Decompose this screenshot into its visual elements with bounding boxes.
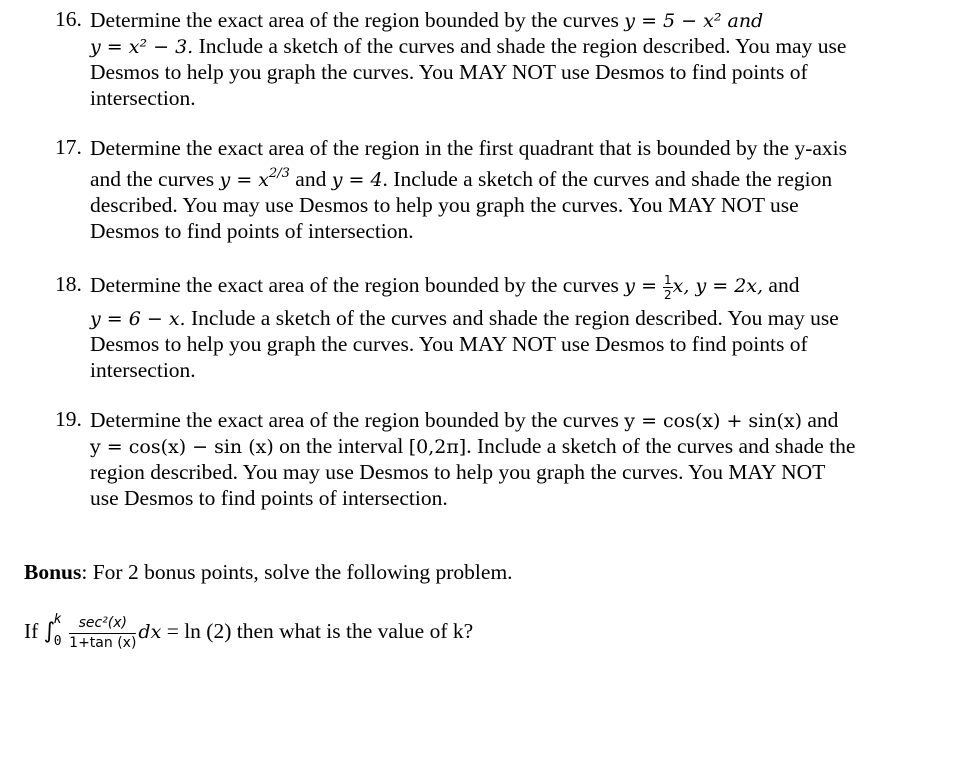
integral-sign: ∫ k 0: [43, 612, 62, 650]
problem-line: described. You may use Desmos to help you graph the curves. You MAY NOT use: [90, 193, 799, 217]
problem-number: 16.: [55, 7, 82, 31]
problem-line: Desmos to help you graph the curves. You MAY NOT use Desmos to find points of: [90, 332, 808, 356]
equation: x, y = 2x,: [672, 275, 764, 297]
equation: y = 6 − x.: [90, 308, 186, 330]
fraction: $\frac{1}{2}$: [664, 272, 672, 302]
lower-limit: 0: [53, 634, 62, 650]
problem-line: Determine the exact area of the region bounded by the curves y = $\frac{1}{2}$ x, y = 2x, and: [90, 272, 800, 302]
differential: dx: [138, 621, 162, 644]
problem-number: 19.: [55, 407, 82, 431]
problem-line: intersection.: [90, 358, 196, 382]
problem-18: [55, 270, 935, 380]
problem-line: Determine the exact area of the region bounded by the curves y = 5 − x² and: [90, 8, 764, 32]
bonus-label: Bonus: [24, 560, 82, 584]
equation: y = 4: [331, 169, 383, 191]
integrand-fraction: sec²(x) 1+tan (x): [69, 615, 137, 651]
upper-limit: k: [53, 612, 62, 628]
problem-number: 17.: [55, 135, 82, 159]
problem-line: y = x² − 3. Include a sketch of the curves and shade the region described. You may use: [90, 34, 847, 58]
equation: $y = x^{2/3}$: [219, 165, 290, 191]
problem-number: 18.: [55, 272, 82, 296]
problem-line: Desmos to help you graph the curves. You MAY NOT use Desmos to find points of: [90, 60, 808, 84]
problem-line: y = 6 − x. Include a sketch of the curves and shade the region described. You may use: [90, 306, 839, 330]
equation: y = 5 − x² and: [624, 10, 764, 32]
problem-line: and the curves $y = x^{2/3}$ and y = 4. Include a sketch of the curves and shade the region: [90, 165, 833, 191]
problem-line: y = cos(x) − sin (x) on the interval [0,2π]. Include a sketch of the curves and shade the: [90, 434, 856, 458]
exponent: 2/3: [269, 165, 290, 181]
problem-line: use Desmos to find points of intersection.: [90, 486, 448, 510]
equation: y = cos(x) + sin(x): [624, 410, 803, 432]
problem-16: [55, 6, 935, 116]
bonus-heading: Bonus: For 2 bonus points, solve the following problem.: [24, 560, 513, 584]
equation: y =: [624, 275, 664, 297]
problem-line: intersection.: [90, 86, 196, 110]
problem-19: [55, 406, 935, 516]
equation: y = x² − 3.: [90, 36, 194, 58]
interval: [0,2π]: [408, 436, 467, 458]
problem-line: region described. You may use Desmos to help you graph the curves. You MAY NOT: [90, 460, 826, 484]
problem-17: [55, 134, 935, 244]
bonus-question: If ∫ k 0 sec²(x) 1+tan (x) dx = ln (2) then what is the value of k?: [24, 612, 474, 651]
equation: y = cos(x) − sin (x): [90, 436, 274, 458]
problem-line: Determine the exact area of the region bounded by the curves y = cos(x) + sin(x) and: [90, 408, 839, 432]
problem-line: Desmos to find points of intersection.: [90, 219, 414, 243]
problem-line: Determine the exact area of the region in the first quadrant that is bounded by the y-axis: [90, 136, 848, 160]
